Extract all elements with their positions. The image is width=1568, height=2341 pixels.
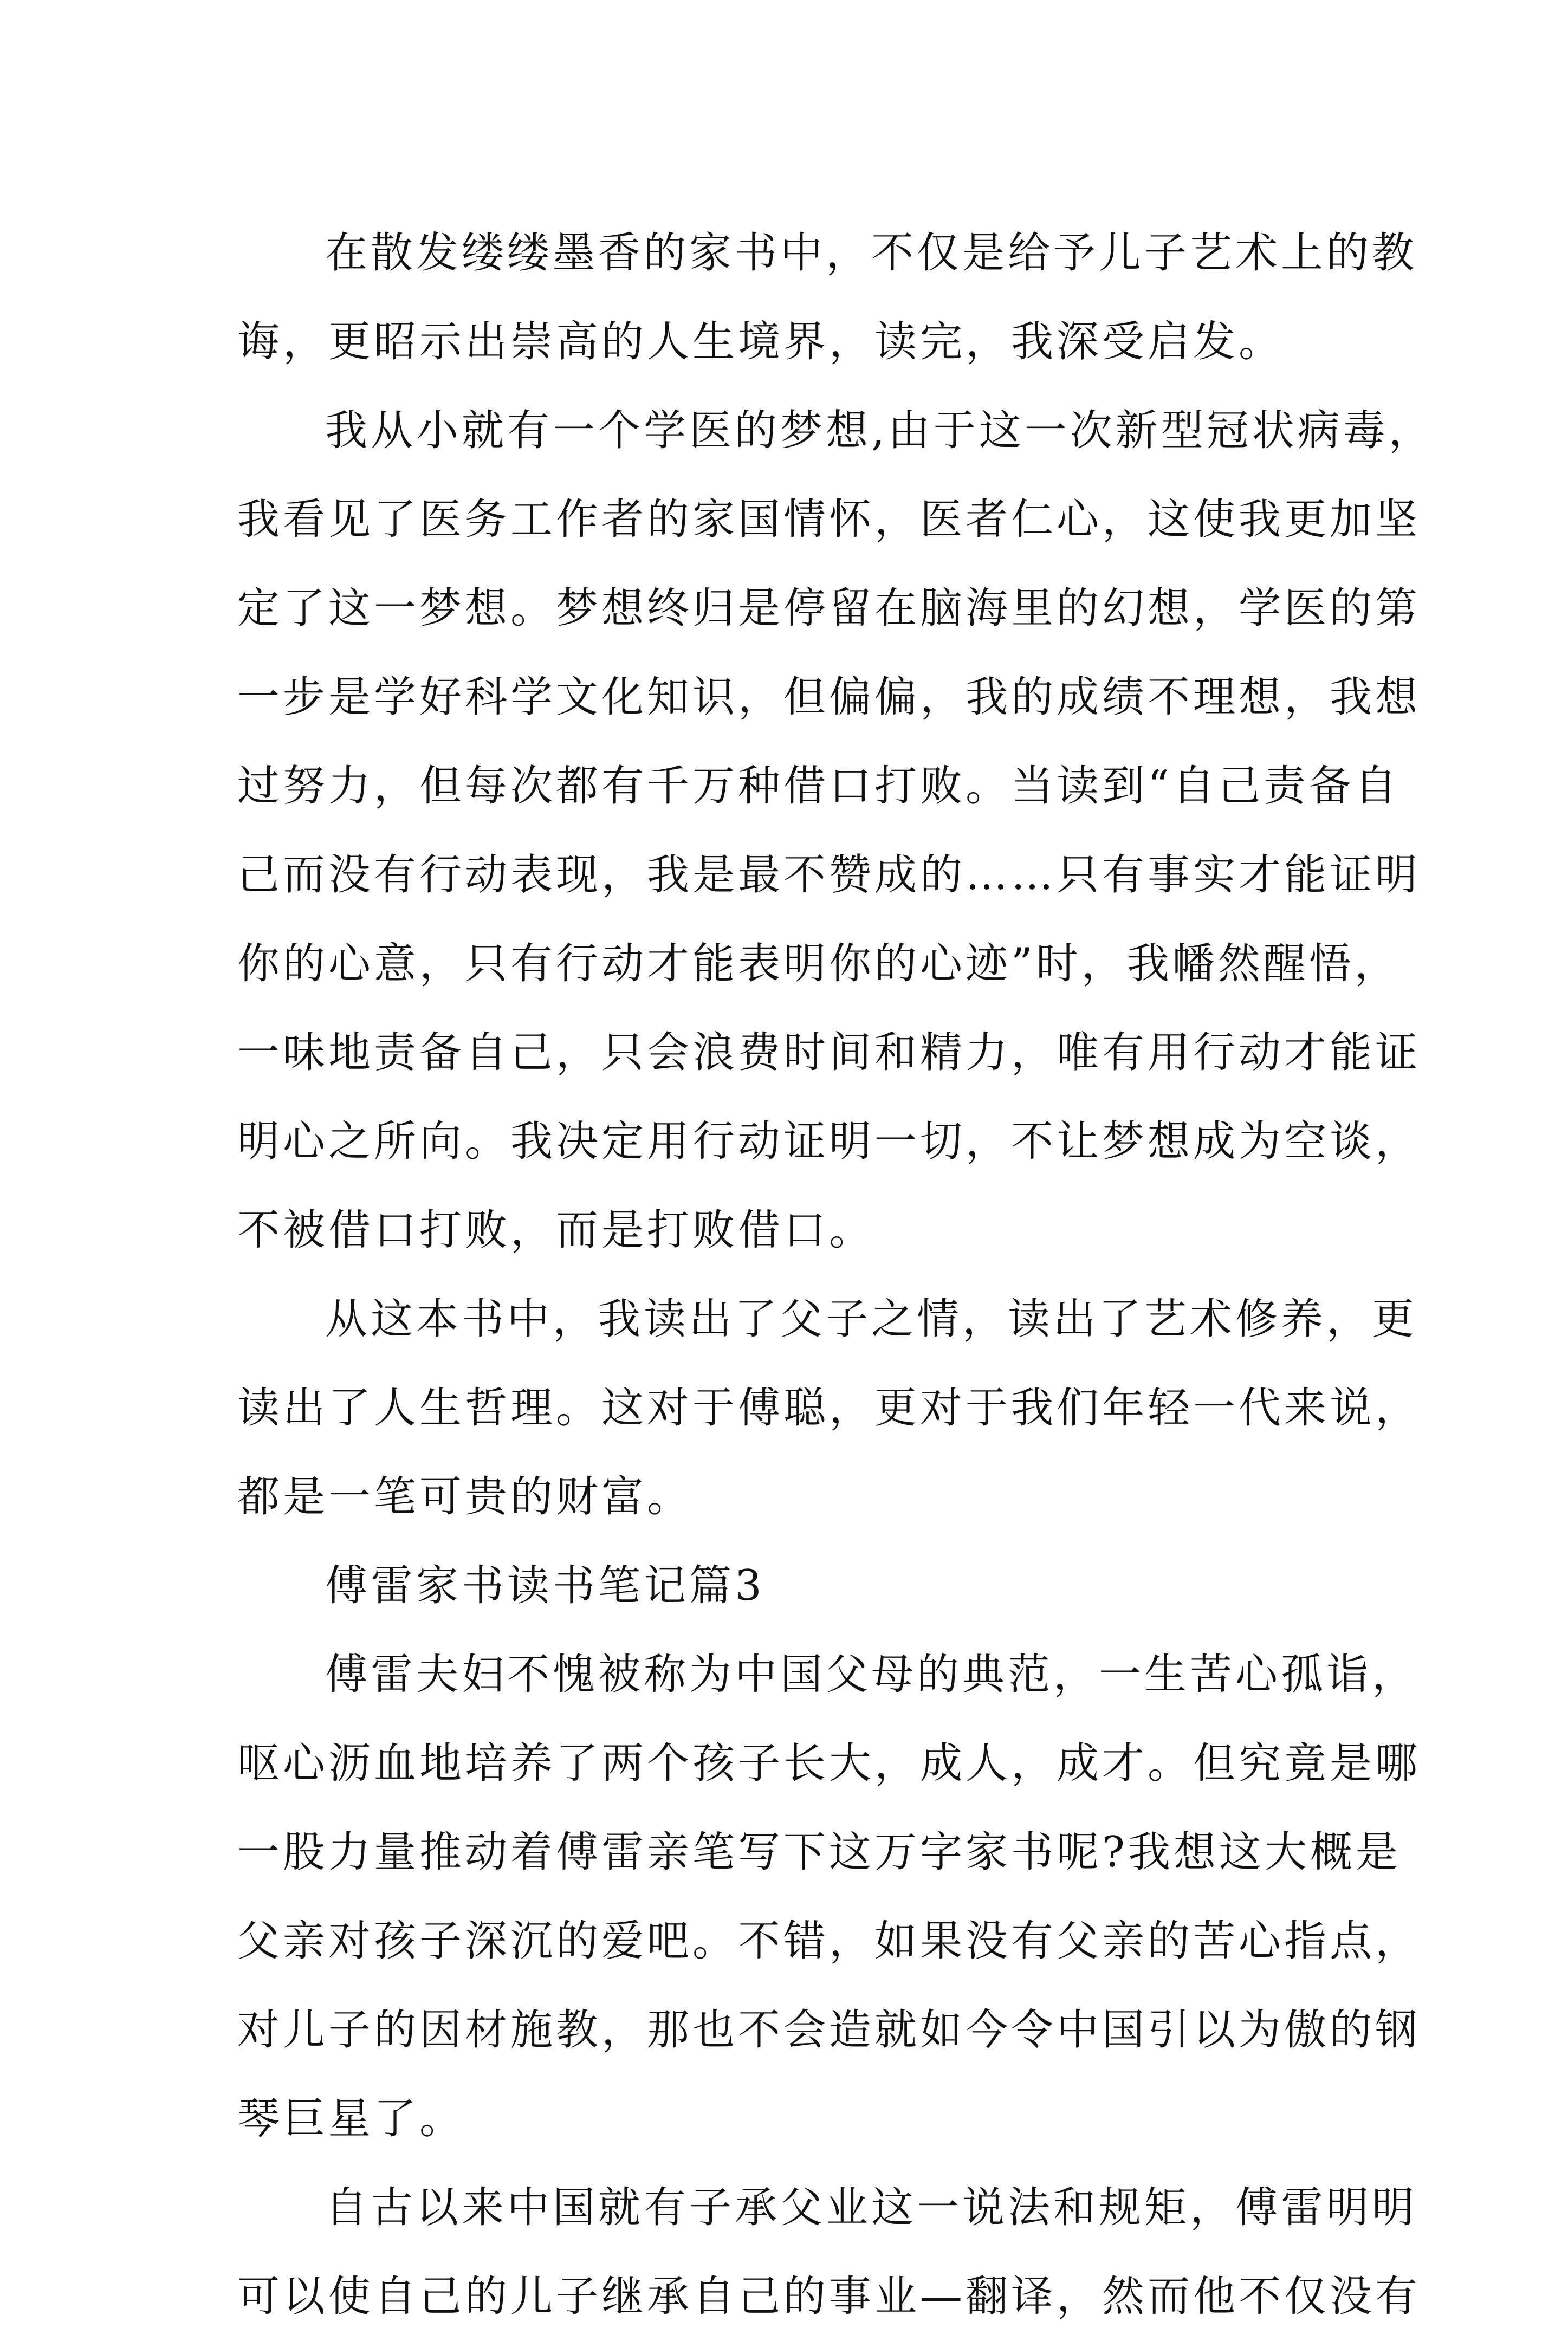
- text-line: 父亲对孩子深沉的爱吧。不错，如果没有父亲的苦心指点，: [237, 1917, 1421, 1966]
- text-line: 诲，更昭示出崇高的人生境界，读完，我深受启发。: [237, 317, 1285, 366]
- text-line: 定了这一梦想。梦想终归是停留在脑海里的幻想，学医的第: [237, 584, 1421, 633]
- text-line: 一味地责备自己，只会浪费时间和精力，唯有用行动才能证: [237, 1028, 1421, 1077]
- text-line: 傅雷夫妇不愧被称为中国父母的典范，一生苦心孤诣，: [325, 1650, 1418, 1699]
- body-text: [237, 209, 1434, 2341]
- text-line: 呕心沥血地培养了两个孩子长大，成人，成才。但究竟是哪: [237, 1739, 1421, 1788]
- text-line: 你的心意，只有行动才能表明你的心迹”时，我幡然醒悟，: [237, 939, 1400, 988]
- text-line: 一股力量推动着傅雷亲笔写下这万字家书呢?我想这大概是: [237, 1828, 1401, 1877]
- text-line: 我看见了医务工作者的家国情怀，医者仁心，这使我更加坚: [237, 495, 1421, 544]
- text-line: 从这本书中，我读出了父子之情，读出了艺术修养，更: [325, 1295, 1418, 1344]
- text-line: 自古以来中国就有子承父业这一说法和规矩，傅雷明明: [325, 2183, 1418, 2232]
- text-line: 一步是学好科学文化知识，但偏偏，我的成绩不理想，我想: [237, 673, 1421, 722]
- text-line: 不被借口打败，而是打败借口。: [237, 1206, 875, 1255]
- text-line: 己而没有行动表现，我是最不赞成的……只有事实才能证明: [237, 851, 1421, 899]
- text-line: 在散发缕缕墨香的家书中，不仅是给予儿子艺术上的教: [325, 229, 1418, 277]
- text-line: 我从小就有一个学医的梦想,由于这一次新型冠状病毒，: [325, 406, 1434, 455]
- text-line: 过努力，但每次都有千万种借口打败。当读到“自己责备自: [237, 762, 1400, 810]
- text-line: 明心之所向。我决定用行动证明一切，不让梦想成为空谈，: [237, 1117, 1421, 1166]
- text-line: 都是一笔可贵的财富。: [237, 1473, 693, 1521]
- text-line: 读出了人生哲理。这对于傅聪，更对于我们年轻一代来说，: [237, 1384, 1421, 1432]
- text-line: 可以使自己的儿子继承自己的事业—翻译，然而他不仅没有: [237, 2272, 1421, 2321]
- text-line: 对儿子的因材施教，那也不会造就如今令中国引以为傲的钢: [237, 2006, 1421, 2054]
- section-heading: 傅雷家书读书笔记篇3: [325, 1561, 765, 1610]
- text-line: 琴巨星了。: [237, 2094, 465, 2143]
